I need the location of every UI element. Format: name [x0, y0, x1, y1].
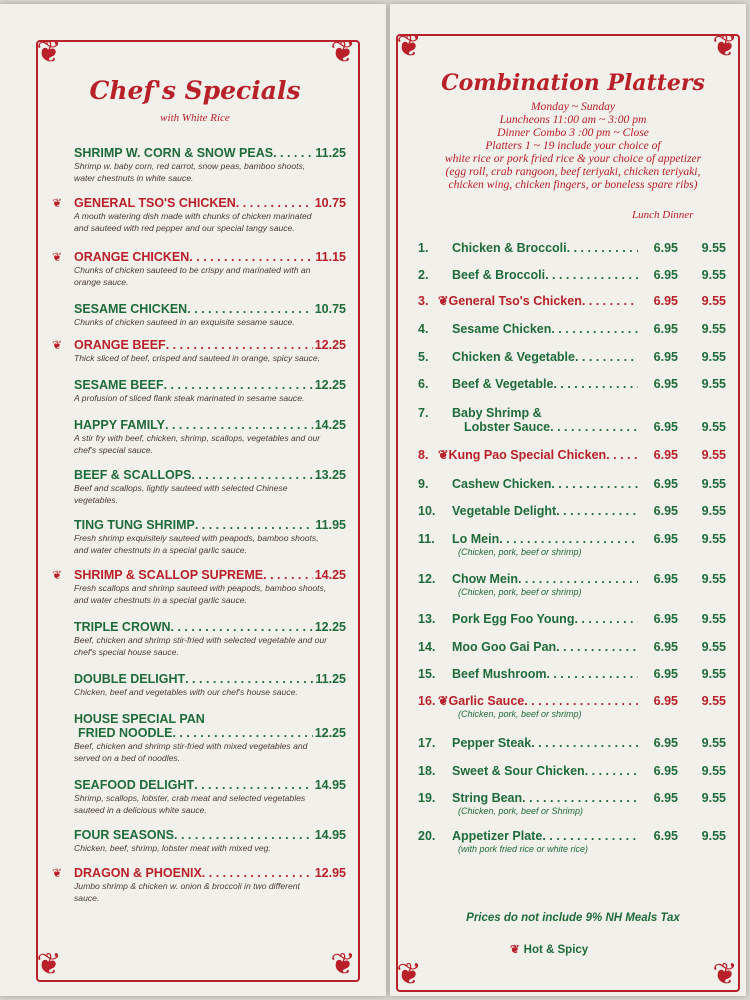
dot-leader: [185, 672, 313, 686]
dot-leader: [236, 196, 313, 210]
combo-item-row: [418, 477, 726, 491]
menu-item-description: Fresh scallops and shrimp sauteed with peapods, bamboo shoots,: [74, 583, 327, 593]
combo-item: [418, 350, 726, 364]
menu-item-description: water chestnuts in white sauce.: [74, 173, 194, 183]
menu-item-name-line: HOUSE SPECIAL PAN: [74, 712, 205, 726]
menu-item: [74, 620, 346, 658]
combo-dinner-price: 9.55: [701, 241, 726, 255]
menu-item-name: SESAME BEEF: [74, 378, 164, 392]
menu-item: [52, 338, 346, 364]
combo-item: [418, 268, 726, 282]
combo-lunch-price: 6.95: [653, 612, 678, 626]
dot-leader: [582, 294, 638, 308]
combo-dinner-price: 9.55: [701, 667, 726, 681]
combo-item-number: 19.: [418, 791, 436, 805]
combo-item: [418, 764, 726, 778]
combo-item-number: 17.: [418, 736, 436, 750]
menu-item-description: Shrimp, scallops, lobster, crab meat and selected vegetables: [74, 793, 306, 803]
combo-dinner-price: 9.55: [701, 736, 726, 750]
menu-item-name: FOUR SEASONS: [74, 828, 175, 842]
combo-item: [418, 241, 726, 255]
combo-dinner-price: 9.55: [701, 612, 726, 626]
combo-item-number: 6.: [418, 377, 429, 391]
combo-item-row: [418, 640, 726, 654]
menu-item-price: 13.25: [314, 468, 346, 482]
dot-leader: [171, 620, 313, 634]
combo-item-number: 7.: [418, 406, 429, 420]
combo-lunch-price: 6.95: [653, 791, 678, 805]
pepper-icon: ❦: [52, 196, 63, 210]
pepper-icon: ❦: [438, 294, 449, 308]
combo-item-name: Chow Mein: [452, 572, 518, 586]
combo-lunch-price: 6.95: [653, 477, 678, 491]
menu-item-name: FRIED NOODLE: [78, 726, 173, 740]
combo-item: [418, 640, 726, 654]
menu-item-row: [74, 866, 346, 880]
menu-item-description: A profusion of sliced flank steak marinated in sesame sauce.: [74, 393, 305, 403]
price-column-headers: [632, 209, 693, 221]
spicy-legend: [510, 942, 588, 956]
menu-item-row: [74, 468, 346, 482]
combo-dinner-price: 9.55: [701, 420, 726, 434]
combo-item: [418, 736, 726, 750]
combo-lunch-price: 6.95: [653, 448, 678, 462]
menu-item-name: HAPPY FAMILY: [74, 418, 165, 432]
menu-item-price: 11.25: [315, 672, 346, 686]
menu-item-row: [74, 828, 346, 842]
combo-item-number: 2.: [418, 268, 429, 282]
menu-item-name: TING TUNG SHRIMP: [74, 518, 195, 532]
combo-item-name: Chicken & Broccoli: [452, 241, 567, 255]
combo-item: [418, 406, 726, 434]
combo-item-note: (Chicken, pork, beef or shrimp): [458, 709, 582, 719]
menu-item-row: [74, 338, 346, 352]
menu-item-price: 14.25: [314, 418, 346, 432]
dot-leader: [202, 866, 313, 880]
combo-item-name: Beef & Vegetable: [452, 377, 554, 391]
combo-dinner-price: 9.55: [701, 764, 726, 778]
combo-item-number: 16.: [418, 694, 436, 708]
menu-item-row: [74, 250, 346, 264]
menu-item-description: Chunks of chicken sauteed in an exquisite sesame sauce.: [74, 317, 295, 327]
combo-item-name: Sweet & Sour Chicken: [452, 764, 585, 778]
menu-item-price: 10.75: [314, 196, 346, 210]
combo-dinner-price: 9.55: [701, 694, 726, 708]
combo-dinner-price: 9.55: [701, 829, 726, 843]
dot-leader: [194, 778, 313, 792]
combo-item-name: String Bean: [452, 791, 523, 805]
combo-item: [418, 322, 726, 336]
menu-item-description: vegetables.: [74, 495, 118, 505]
menu-item-description: Fresh shrimp exquisitely sauteed with peapods, bamboo shoots,: [74, 533, 319, 543]
combo-item-name: Lo Mein: [452, 532, 500, 546]
menu-item-description: and sauteed with red pepper and our special tangy sauce.: [74, 223, 295, 233]
combo-lunch-price: 6.95: [653, 764, 678, 778]
menu-item-price: 12.25: [314, 726, 346, 740]
combo-dinner-price: 9.55: [701, 791, 726, 805]
combo-item-name: Vegetable Delight: [452, 504, 557, 518]
combo-info-line: Monday ~ Sunday: [530, 100, 616, 113]
combo-item-number: 5.: [418, 350, 429, 364]
menu-item-description: and water chestnuts in a special garlic sauce.: [74, 545, 247, 555]
dot-leader: [567, 241, 638, 255]
dot-leader: [195, 518, 314, 532]
menu-item: [52, 196, 346, 234]
dot-leader: [546, 667, 638, 681]
menu-item-description: A stir fry with beef, chicken, shrimp, scallops, vegetables and our: [74, 433, 321, 443]
menu-item-name: DOUBLE DELIGHT: [74, 672, 186, 686]
scroll-ornament-icon: ❦: [36, 35, 62, 70]
combo-dinner-price: 9.55: [701, 532, 726, 546]
combo-item-name: Sesame Chicken: [452, 322, 552, 336]
combo-dinner-price: 9.55: [701, 350, 726, 364]
combo-item-name: Pepper Steak: [452, 736, 532, 750]
menu-item-description: Beef and scallops, lightly sauteed with selected Chinese: [74, 483, 288, 493]
combo-lunch-price: 6.95: [653, 504, 678, 518]
menu-item-name: GENERAL TSO'S CHICKEN: [74, 196, 236, 210]
combo-lunch-price: 6.95: [653, 736, 678, 750]
dot-leader: [585, 764, 638, 778]
combo-item-number: 9.: [418, 477, 429, 491]
combo-item-name: General Tso's Chicken: [448, 294, 582, 308]
combo-item-row: [418, 377, 726, 391]
combo-item-number: 18.: [418, 764, 436, 778]
menu-item-price: 10.75: [314, 302, 346, 316]
menu-item: [74, 672, 346, 698]
menu-item-description: Thick sliced of beef, crisped and sauteed in orange, spicy sauce.: [74, 353, 321, 363]
menu-item-price: 14.95: [314, 828, 346, 842]
menu-item-name: SEAFOOD DELIGHT: [74, 778, 195, 792]
combo-item-number: 3.: [418, 294, 429, 308]
dot-leader: [189, 250, 313, 264]
dot-leader: [164, 378, 313, 392]
combo-item-note: (Chicken, pork, beef or Shrimp): [458, 806, 584, 816]
combo-lunch-price: 6.95: [653, 294, 678, 308]
combo-item: [418, 532, 726, 557]
combo-item-number: 11.: [418, 532, 435, 546]
menu-item-row: [74, 518, 346, 532]
combo-lunch-price: 6.95: [653, 640, 678, 654]
combo-dinner-price: 9.55: [701, 448, 726, 462]
combo-dinner-price: 9.55: [701, 268, 726, 282]
dot-leader: [542, 829, 638, 843]
menu-item-description: Chunks of chicken sauteed to be crispy and marinated with an: [74, 265, 311, 275]
menu-item-description: chef's special sauce.: [74, 445, 154, 455]
combo-item-row: [418, 667, 726, 681]
dot-leader: [531, 736, 638, 750]
combo-lunch-price: 6.95: [653, 829, 678, 843]
dot-leader: [522, 791, 638, 805]
menu-item-description: Shrimp w. baby corn, red carrot, snow peas, bamboo shoots,: [74, 161, 306, 171]
combo-dinner-price: 9.55: [701, 322, 726, 336]
chefs-specials-title: Chef's Specials: [89, 76, 301, 105]
menu-item-description: chef's special house sauce.: [74, 647, 179, 657]
scroll-ornament-icon: ❦: [712, 29, 738, 64]
menu-item: [74, 828, 346, 854]
dot-leader: [556, 640, 638, 654]
dot-leader: [551, 477, 638, 491]
combo-item-row: [418, 612, 726, 626]
combo-item-note: (with pork fried rice or white rice): [458, 844, 589, 854]
combo-lunch-price: 6.95: [653, 667, 678, 681]
dinner-column-header: Dinner: [662, 209, 694, 221]
combination-platters-title: Combination Platters: [441, 70, 705, 96]
scroll-ornament-icon: ❦: [712, 957, 738, 992]
menu-item-name: SESAME CHICKEN: [74, 302, 188, 316]
combo-item-number: 8.: [418, 448, 429, 462]
combo-item: [418, 667, 726, 681]
combo-lunch-price: 6.95: [653, 377, 678, 391]
menu-item-description: Chicken, beef, shrimp, lobster meat with mixed veg.: [74, 843, 271, 853]
dot-leader: [524, 694, 638, 708]
combo-item-note: (Chicken, pork, beef or shrimp): [458, 547, 582, 557]
menu-item-name: SHRIMP W. CORN & SNOW PEAS: [74, 146, 274, 160]
dot-leader: [191, 468, 312, 482]
combo-item: [418, 477, 726, 491]
dot-leader: [273, 146, 313, 160]
menu-item: [74, 418, 346, 456]
menu-item: [52, 250, 346, 288]
menu-item-row: [74, 146, 346, 160]
combo-dinner-price: 9.55: [701, 294, 726, 308]
pepper-icon: ❦: [52, 568, 63, 582]
pepper-icon: ❦: [52, 338, 63, 352]
pepper-icon: ❦: [438, 694, 449, 708]
combo-item-row: [418, 293, 726, 308]
menu-item-description: sauce.: [74, 893, 100, 903]
menu-item-price: 11.25: [315, 146, 346, 160]
combo-item-name: Lobster Sauce: [464, 420, 551, 434]
combo-item-row: [418, 504, 726, 518]
pepper-icon: ❦: [510, 944, 520, 956]
combo-item: [418, 377, 726, 391]
menu-item: [74, 146, 346, 184]
combo-dinner-price: 9.55: [701, 640, 726, 654]
menu-item: [74, 378, 346, 404]
menu-item-row: [74, 196, 346, 210]
menu-item-description: sauteed in a delicious white sauce.: [74, 805, 207, 815]
combo-item: [418, 693, 726, 719]
dot-leader: [172, 726, 312, 740]
dot-leader: [166, 338, 313, 352]
dot-leader: [187, 302, 313, 316]
combo-dinner-price: 9.55: [701, 477, 726, 491]
menu-item-description: served on a bed of noodles.: [74, 753, 181, 763]
combo-lunch-price: 6.95: [653, 420, 678, 434]
combo-item-number: 1.: [418, 241, 429, 255]
combo-item: [418, 612, 726, 626]
menu-item-description: orange sauce.: [74, 277, 129, 287]
combo-item-name: Cashew Chicken: [452, 477, 552, 491]
menu-item-row: [74, 568, 346, 582]
combo-info-line: (egg roll, crab rangoon, beef teriyaki, chicken teriyaki,: [445, 165, 701, 178]
menu-item-row: [74, 302, 346, 316]
combo-item: [418, 504, 726, 518]
menu-item-price: 14.25: [314, 568, 346, 582]
menu-item: [52, 568, 346, 606]
pepper-icon: ❦: [52, 250, 63, 264]
menu-item: [74, 468, 346, 506]
combo-lunch-price: 6.95: [653, 532, 678, 546]
combo-item-number: 20.: [418, 829, 436, 843]
combo-item-number: 13.: [418, 612, 436, 626]
menu-item-row: [74, 620, 346, 634]
menu-item: [52, 866, 346, 904]
combo-item-row: [418, 322, 726, 336]
combo-item-row: [418, 532, 726, 546]
combo-dinner-price: 9.55: [701, 572, 726, 586]
menu-item-name: ORANGE CHICKEN: [74, 250, 190, 264]
scroll-ornament-icon: ❦: [396, 29, 422, 64]
combo-item: [418, 572, 726, 597]
tax-note: Prices do not include 9% NH Meals Tax: [466, 912, 680, 924]
combo-lunch-price: 6.95: [653, 572, 678, 586]
combo-item-row: [418, 791, 726, 805]
dot-leader: [551, 322, 638, 336]
dot-leader: [574, 612, 638, 626]
combo-dinner-price: 9.55: [701, 504, 726, 518]
menu-item-price: 14.95: [314, 778, 346, 792]
combo-lunch-price: 6.95: [653, 694, 678, 708]
combo-item: [418, 791, 726, 816]
combo-info-line: Platters 1 ~ 19 include your choice of: [485, 139, 661, 152]
combo-item-number: 10.: [418, 504, 436, 518]
combo-item-number: 15.: [418, 667, 436, 681]
pepper-icon: ❦: [438, 448, 449, 462]
menu-item-price: 12.25: [314, 338, 346, 352]
combo-item-note: (Chicken, pork, beef or shrimp): [458, 587, 582, 597]
combo-info-line: Luncheons 11:00 am ~ 3:00 pm: [499, 113, 647, 126]
dot-leader: [518, 572, 638, 586]
menu-item: [74, 302, 346, 328]
combo-info-line: chicken wing, chicken fingers, or boneless spare ribs): [448, 178, 698, 191]
dot-leader: [174, 828, 313, 842]
scroll-ornament-icon: ❦: [36, 947, 62, 982]
combo-item: [418, 293, 726, 308]
lunch-column-header: Lunch: [632, 209, 660, 221]
dot-leader: [556, 504, 638, 518]
combo-lunch-price: 6.95: [653, 322, 678, 336]
menu-item-price: 12.25: [314, 378, 346, 392]
chefs-specials-subtitle: with White Rice: [160, 112, 230, 124]
menu-item-row: [74, 726, 346, 740]
combo-item: [418, 829, 726, 854]
combo-item-name-line: 7. Baby Shrimp &: [418, 406, 542, 420]
menu-item-description: and water chestnuts in a special garlic sauce.: [74, 595, 247, 605]
combo-item: [418, 447, 726, 462]
dot-leader: [545, 268, 638, 282]
dot-leader: [606, 448, 638, 462]
menu-item-price: 12.25: [314, 620, 346, 634]
combo-item-number: 12.: [418, 572, 436, 586]
combo-item-name: Garlic Sauce: [448, 694, 525, 708]
menu-item-name: BEEF & SCALLOPS: [74, 468, 192, 482]
menu-item-row: [74, 778, 346, 792]
combo-item-name: Kung Pao Special Chicken: [448, 448, 607, 462]
menu-item-price: 12.95: [314, 866, 346, 880]
combo-item-name: Pork Egg Foo Young: [452, 612, 575, 626]
combo-item-row: [418, 764, 726, 778]
combo-item-row: [418, 736, 726, 750]
combo-lunch-price: 6.95: [653, 268, 678, 282]
menu-item-price: 11.95: [315, 518, 346, 532]
spicy-legend-label: Hot & Spicy: [523, 944, 589, 956]
combo-item-name: Beef & Broccoli: [452, 268, 546, 282]
menu-item: [74, 778, 346, 816]
menu-item-description: Beef, chicken and shrimp stir-fried with mixed vegetables and: [74, 741, 308, 751]
dot-leader: [553, 377, 638, 391]
scroll-ornament-icon: ❦: [330, 35, 356, 70]
menu-item-row: [74, 378, 346, 392]
menu-item-row: [74, 672, 346, 686]
menu-item-name: TRIPLE CROWN: [74, 620, 171, 634]
menu-item-description: Beef, chicken and shrimp stir-fried with selected vegetable and our: [74, 635, 328, 645]
menu-item-description: Jumbo shrimp & chicken w. onion & broccoli in two different: [74, 881, 300, 891]
menu-item-description: Chicken, beef and vegetables with our chef's house sauce.: [74, 687, 298, 697]
combo-item-row: [418, 572, 726, 586]
dot-leader: [550, 420, 638, 434]
menu-item-name: DRAGON & PHOENIX: [74, 866, 202, 880]
combo-item-row: [418, 350, 726, 364]
combo-item-row: [418, 241, 726, 255]
combo-item-number: 14.: [418, 640, 436, 654]
scroll-ornament-icon: ❦: [396, 957, 422, 992]
dot-leader: [499, 532, 638, 546]
combo-lunch-price: 6.95: [653, 241, 678, 255]
menu-item-price: 11.15: [315, 250, 346, 264]
combo-lunch-price: 6.95: [653, 350, 678, 364]
scroll-ornament-icon: ❦: [330, 947, 356, 982]
menu-item-row: [74, 418, 346, 432]
combo-item-name: Chicken & Vegetable: [452, 350, 575, 364]
menu-item-description: A mouth watering dish made with chunks of chicken marinated: [74, 211, 312, 221]
dot-leader: [165, 418, 313, 432]
pepper-icon: ❦: [52, 866, 63, 880]
combo-info-line: white rice or pork fried rice & your choice of appetizer: [444, 152, 702, 165]
combo-info-line: Dinner Combo 3 :00 pm ~ Close: [497, 126, 649, 139]
menu-item: [74, 518, 346, 556]
combo-dinner-price: 9.55: [701, 377, 726, 391]
combo-item-row: [418, 829, 726, 843]
menu-item: [74, 712, 346, 764]
combo-item-name: Appetizer Plate: [452, 829, 543, 843]
dot-leader: [263, 568, 313, 582]
combo-item-number: 4.: [418, 322, 429, 336]
combo-item-row: [418, 420, 726, 434]
combo-item-name: Moo Goo Gai Pan: [452, 640, 557, 654]
combo-item-row: [418, 447, 726, 462]
menu-item-name: SHRIMP & SCALLOP SUPREME: [74, 568, 264, 582]
combo-item-row: [418, 268, 726, 282]
combo-item-name: Beef Mushroom: [452, 667, 547, 681]
combo-item-row: [418, 693, 726, 708]
menu-item-name: ORANGE BEEF: [74, 338, 166, 352]
dot-leader: [575, 350, 638, 364]
